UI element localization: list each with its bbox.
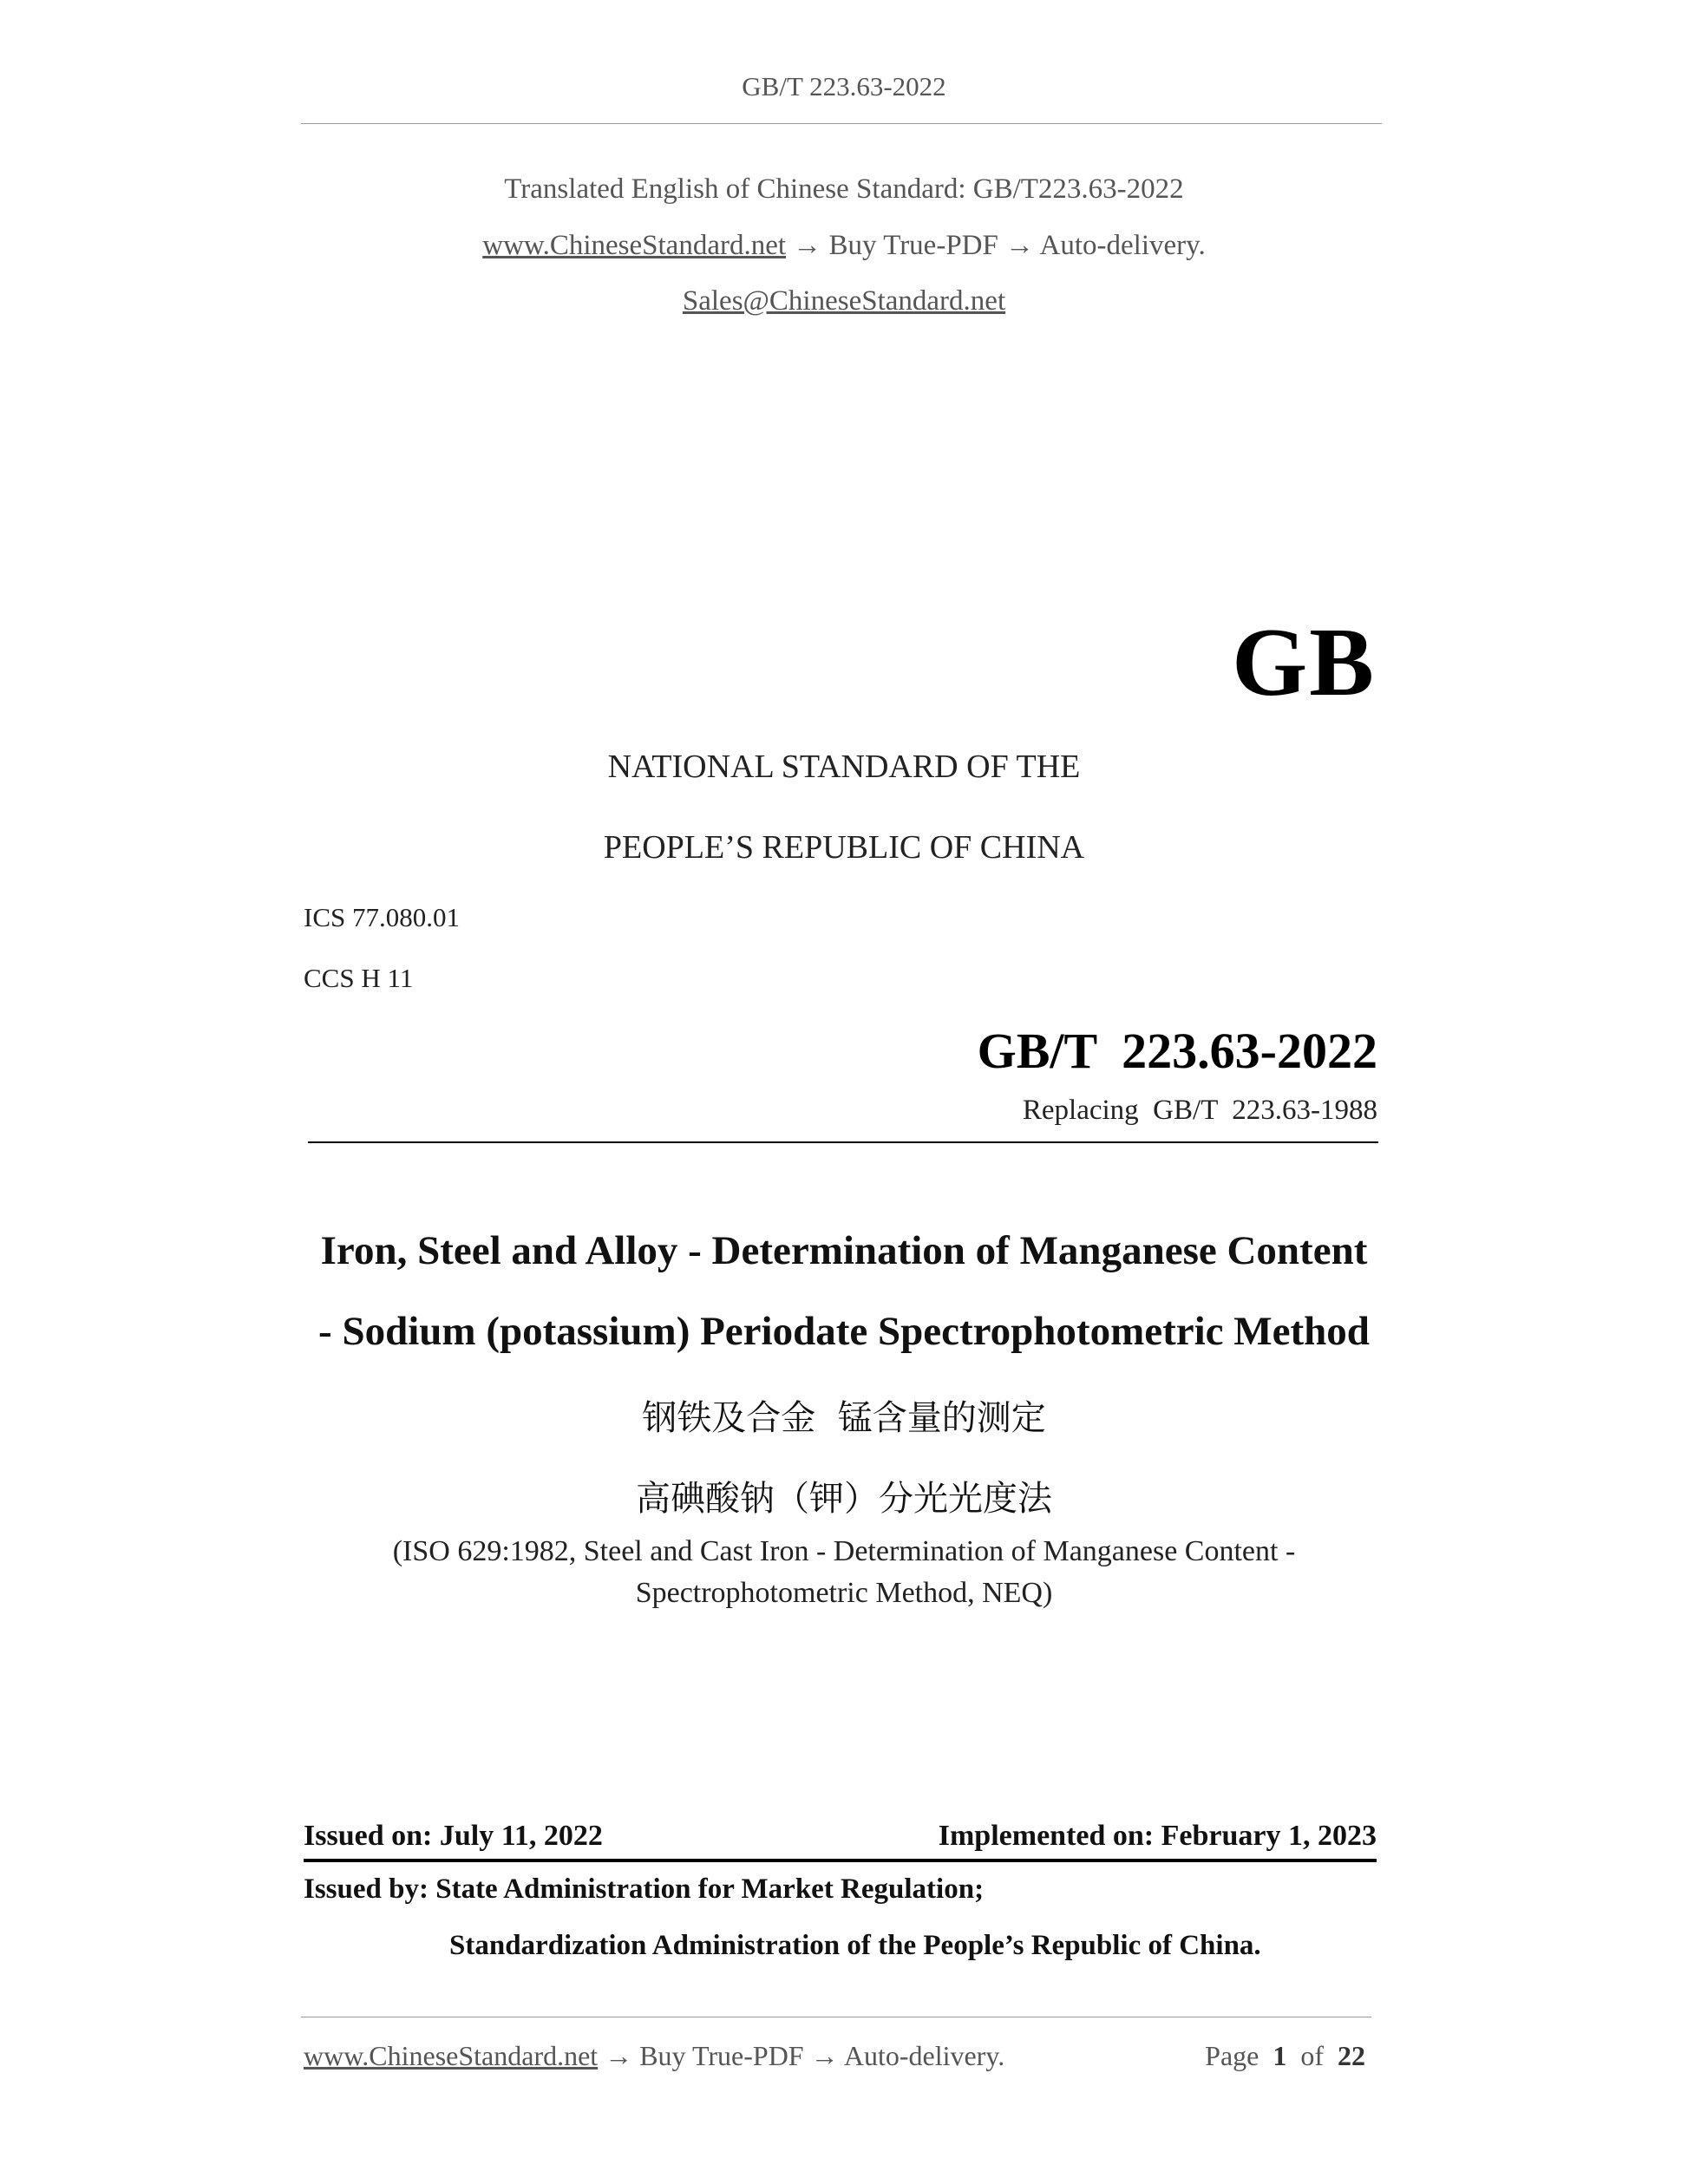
number-divider <box>308 1141 1378 1143</box>
replacing-note: Replacing GB/T 223.63-1988 <box>1022 1095 1377 1126</box>
footer-buy-line <box>304 2040 1004 2072</box>
page-indicator <box>1205 2040 1365 2072</box>
banner-translation-line: Translated English of Chinese Standard: GB/T223.63-2022 <box>504 173 1184 205</box>
issue-divider <box>304 1859 1377 1862</box>
page-of-label: of <box>1300 2040 1324 2071</box>
footer-buy-text: Buy True-PDF <box>639 2040 804 2071</box>
running-header-title: GB/T 223.63-2022 <box>742 71 946 101</box>
title-en-line1: Iron, Steel and Alloy - Determination of Manganese Content <box>320 1228 1368 1273</box>
page-total: 22 <box>1338 2040 1365 2071</box>
title-en-line2: - Sodium (potassium) Periodate Spectrophotometric Method <box>318 1309 1370 1354</box>
issued-by-line1: Issued by: State Administration for Market Regulation; <box>304 1873 985 1905</box>
title-cn-line1: 钢铁及合金 锰含量的测定 <box>642 1398 1046 1438</box>
issued-by-line2: Standardization Administration of the People’s Republic of China. <box>449 1930 1261 1961</box>
arrow-right-icon: → <box>810 2040 839 2071</box>
arrow-right-icon: → <box>605 2040 633 2071</box>
page-current: 1 <box>1273 2040 1287 2071</box>
banner-buy-line <box>0 230 1688 262</box>
iso-reference-line2: Spectrophotometric Method, NEQ) <box>635 1577 1053 1609</box>
footer-delivery-text: Auto-delivery. <box>843 2040 1005 2071</box>
national-standard-line2: PEOPLE’S REPUBLIC OF CHINA <box>603 829 1085 866</box>
ics-code: ICS 77.080.01 <box>304 902 460 932</box>
banner-email-row <box>0 285 1688 317</box>
banner-buy-text: Buy True-PDF <box>828 230 998 261</box>
header-divider <box>301 123 1382 124</box>
arrow-right-icon: → <box>1005 230 1035 261</box>
national-standard-line1: NATIONAL STANDARD OF THE <box>607 749 1081 785</box>
banner-site-link[interactable]: www.ChineseStandard.net <box>482 230 787 261</box>
issued-on-date: Issued on: July 11, 2022 <box>304 1820 603 1852</box>
title-cn-line2: 高碘酸钠（钾）分光光度法 <box>636 1479 1052 1519</box>
gb-logo: GB <box>1232 609 1376 716</box>
banner-delivery-text: Auto-delivery. <box>1039 230 1206 261</box>
standard-number: GB/T 223.63-2022 <box>977 1023 1377 1079</box>
iso-reference-line1: (ISO 629:1982, Steel and Cast Iron - Determination of Manganese Content - <box>392 1535 1296 1567</box>
arrow-right-icon: → <box>793 230 822 261</box>
ccs-code: CCS H 11 <box>304 963 414 993</box>
page-label: Page <box>1205 2040 1259 2071</box>
implemented-on-date: Implemented on: February 1, 2023 <box>938 1820 1377 1852</box>
footer-site-link[interactable]: www.ChineseStandard.net <box>304 2040 599 2071</box>
banner-email-link[interactable]: Sales@ChineseStandard.net <box>682 285 1006 317</box>
